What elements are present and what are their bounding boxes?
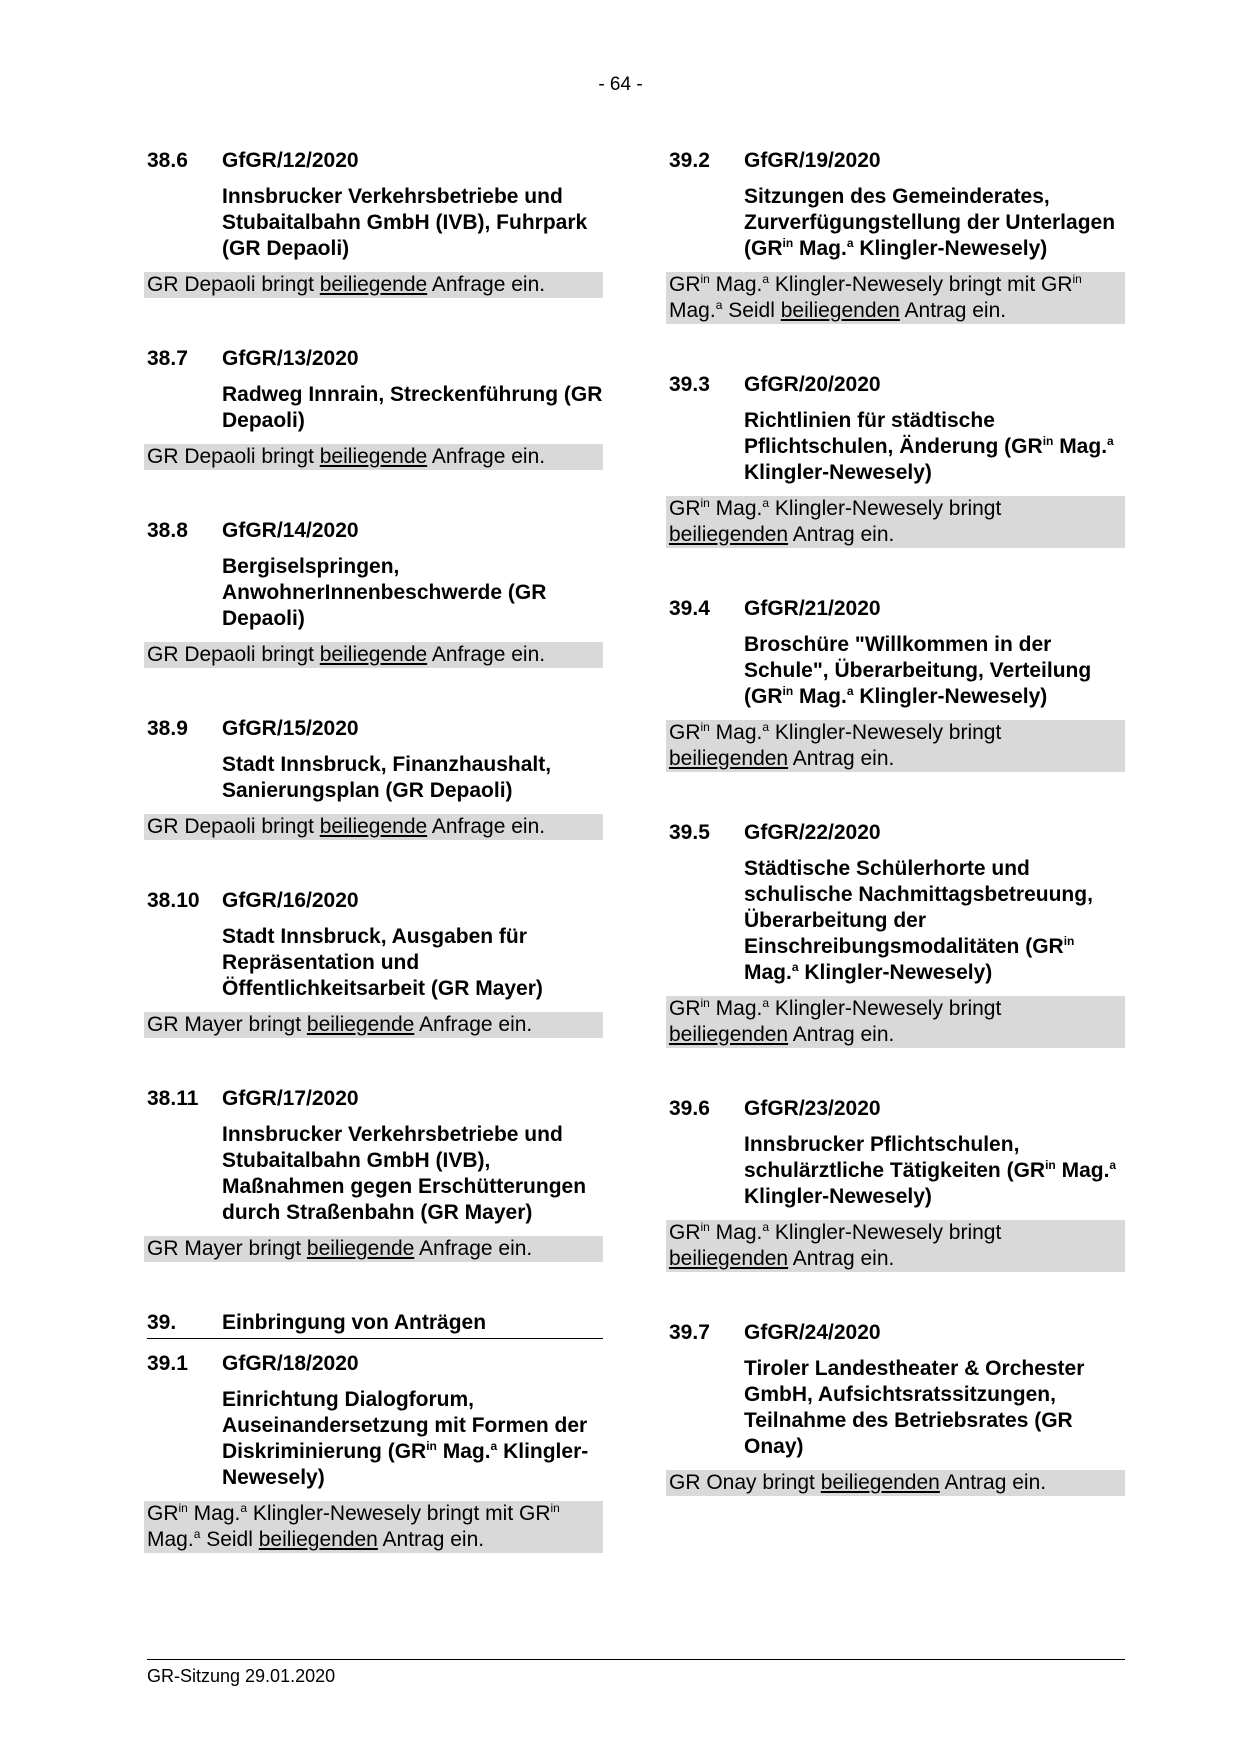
item-title: Innsbrucker Verkehrsbetriebe und Stubaitalbahn GmbH (IVB), Fuhrpark (GR Depaoli): [222, 185, 588, 260]
section-heading-39: [147, 1310, 603, 1339]
item-note: GR Depaoli bringt beiliegende Anfrage ein.: [144, 642, 603, 668]
item-title: Radweg Innrain, Streckenführung (GR Depaoli): [222, 383, 603, 432]
item-number: 39.3: [669, 373, 710, 396]
agenda-item-38-7: [147, 346, 603, 470]
attachment-link[interactable]: beiliegenden: [780, 299, 900, 322]
left-column: [147, 148, 603, 1601]
item-note: $GR^{in}$ Mag.$^a$ Klingler-Newesely bringt beiliegenden Antrag ein.: [666, 496, 1125, 548]
item-number: 39.1: [147, 1352, 188, 1375]
attachment-link[interactable]: beiliegenden: [669, 747, 789, 770]
item-code: GfGR/13/2020: [222, 347, 359, 370]
item-note: $GR^{in}$ Mag.$^a$ Klingler-Newesely bringt mit $GR^{in}$ Mag.$^a$ Seidl beiliegenden Antrag ein.: [666, 272, 1125, 324]
item-code: GfGR/19/2020: [744, 149, 881, 172]
item-number: 39.4: [669, 597, 710, 620]
item-title: Broschüre "Willkommen in der Schule", Überarbeitung, Verteilung ($GR^{in}$ Mag.$^a$ Klingler-Newesely): [744, 633, 1092, 708]
item-note: $GR^{in}$ Mag.$^a$ Klingler-Newesely bringt beiliegenden Antrag ein.: [666, 996, 1125, 1048]
item-number: 38.9: [147, 717, 188, 740]
item-title: Stadt Innsbruck, Finanzhaushalt, Sanierungsplan (GR Depaoli): [222, 753, 552, 802]
item-note: GR Depaoli bringt beiliegende Anfrage ein.: [144, 444, 603, 470]
item-title: Sitzungen des Gemeinderates, Zurverfügungstellung der Unterlagen ($GR^{in}$ Mag.$^a$ Klingler-Newesely): [744, 185, 1116, 260]
attachment-link[interactable]: beiliegende: [319, 273, 428, 296]
item-title: Innsbrucker Pflichtschulen, schulärztliche Tätigkeiten ($GR^{in}$ Mag.$^a$ Klingler-Newesely): [744, 1133, 1117, 1208]
attachment-link[interactable]: beiliegende: [319, 815, 428, 838]
item-code: GfGR/23/2020: [744, 1097, 881, 1120]
agenda-item-38-8: [147, 518, 603, 668]
item-code: GfGR/14/2020: [222, 519, 359, 542]
item-number: 39.7: [669, 1321, 710, 1344]
agenda-item-39-2: [669, 148, 1125, 324]
item-note: GR Depaoli bringt beiliegende Anfrage ein.: [144, 272, 603, 298]
item-note: $GR^{in}$ Mag.$^a$ Klingler-Newesely bringt mit $GR^{in}$ Mag.$^a$ Seidl beiliegenden Antrag ein.: [144, 1501, 603, 1553]
attachment-link[interactable]: beiliegenden: [669, 523, 789, 546]
agenda-item-39-6: [669, 1096, 1125, 1272]
attachment-link[interactable]: beiliegende: [319, 643, 428, 666]
agenda-item-39-4: [669, 596, 1125, 772]
attachment-link[interactable]: beiliegende: [319, 445, 428, 468]
right-column: [669, 148, 1125, 1544]
item-title: Richtlinien für städtische Pflichtschulen, Änderung ($GR^{in}$ Mag.$^a$ Klingler-Newesely): [744, 409, 1114, 484]
item-number: 39.6: [669, 1097, 710, 1120]
item-title: Stadt Innsbruck, Ausgaben für Repräsentation und Öffentlichkeitsarbeit (GR Mayer): [222, 925, 543, 1000]
item-code: GfGR/22/2020: [744, 821, 881, 844]
item-note: GR Onay bringt beiliegenden Antrag ein.: [666, 1470, 1125, 1496]
item-number: 38.7: [147, 347, 188, 370]
footer-divider: [147, 1659, 1125, 1660]
item-code: GfGR/18/2020: [222, 1352, 359, 1375]
item-title: Tiroler Landestheater & Orchester GmbH, Aufsichtsratssitzungen, Teilnahme des Betriebsrates (GR Onay): [744, 1357, 1085, 1458]
agenda-item-38-9: [147, 716, 603, 840]
section-number: 39.: [147, 1311, 177, 1334]
item-number: 39.2: [669, 149, 710, 172]
agenda-item-38-6: [147, 148, 603, 298]
item-note: GR Mayer bringt beiliegende Anfrage ein.: [144, 1012, 603, 1038]
item-title: Bergiselspringen, AnwohnerInnenbeschwerde (GR Depaoli): [222, 555, 547, 630]
item-number: 38.10: [147, 889, 200, 912]
item-code: GfGR/17/2020: [222, 1087, 359, 1110]
attachment-link[interactable]: beiliegende: [306, 1013, 415, 1036]
item-code: GfGR/21/2020: [744, 597, 881, 620]
item-title: Innsbrucker Verkehrsbetriebe und Stubaitalbahn GmbH (IVB), Maßnahmen gegen Erschütterungen durch Straßenbahn (GR Mayer): [222, 1123, 587, 1224]
item-note: GR Mayer bringt beiliegende Anfrage ein.: [144, 1236, 603, 1262]
item-code: GfGR/20/2020: [744, 373, 881, 396]
item-note: GR Depaoli bringt beiliegende Anfrage ein.: [144, 814, 603, 840]
item-code: GfGR/15/2020: [222, 717, 359, 740]
attachment-link[interactable]: beiliegende: [306, 1237, 415, 1260]
agenda-item-39-3: [669, 372, 1125, 548]
agenda-item-39-5: [669, 820, 1125, 1048]
attachment-link[interactable]: beiliegenden: [258, 1528, 378, 1551]
attachment-link[interactable]: beiliegenden: [669, 1247, 789, 1270]
item-note: $GR^{in}$ Mag.$^a$ Klingler-Newesely bringt beiliegenden Antrag ein.: [666, 1220, 1125, 1272]
agenda-item-38-10: [147, 888, 603, 1038]
item-code: GfGR/24/2020: [744, 1321, 881, 1344]
agenda-item-38-11: [147, 1086, 603, 1262]
item-number: 39.5: [669, 821, 710, 844]
item-note: $GR^{in}$ Mag.$^a$ Klingler-Newesely bringt beiliegenden Antrag ein.: [666, 720, 1125, 772]
footer-text: GR-Sitzung 29.01.2020: [147, 1666, 336, 1686]
section-title: Einbringung von Anträgen: [222, 1311, 487, 1334]
page-number: - 64 -: [598, 74, 643, 95]
agenda-item-39-1: [147, 1351, 603, 1553]
attachment-link[interactable]: beiliegenden: [669, 1023, 789, 1046]
item-title: Einrichtung Dialogforum, Auseinandersetzung mit Formen der Diskriminierung ($GR^{in}$ Mag.$^a$ Klingler-Newesely): [222, 1388, 589, 1489]
item-title: Städtische Schülerhorte und schulische Nachmittagsbetreuung, Überarbeitung der Einschreibungsmodalitäten ($GR^{in}$ Mag.$^a$ Klingler-Newesely): [744, 857, 1093, 984]
item-number: 38.6: [147, 149, 188, 172]
item-number: 38.11: [147, 1087, 199, 1110]
item-code: GfGR/12/2020: [222, 149, 359, 172]
agenda-item-39-7: [669, 1320, 1125, 1496]
item-number: 38.8: [147, 519, 188, 542]
item-code: GfGR/16/2020: [222, 889, 359, 912]
attachment-link[interactable]: beiliegenden: [820, 1471, 940, 1494]
